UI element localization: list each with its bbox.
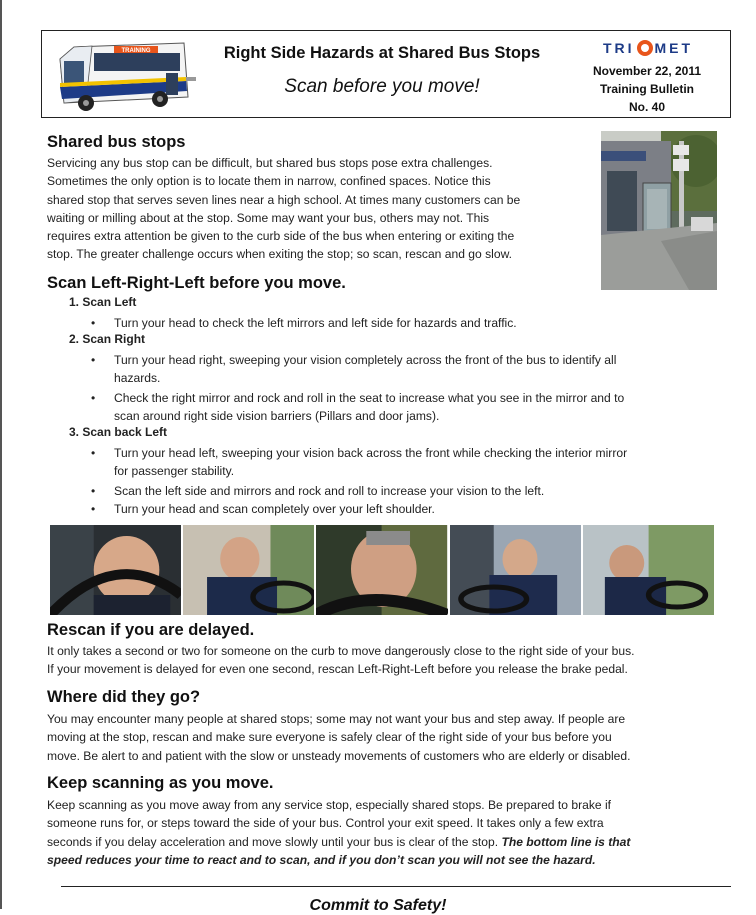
rescan-paragraph — [47, 642, 737, 679]
text-line: stop. The greater challenge occurs when exiting the stop; so scan, rescan and go slow. — [47, 247, 512, 262]
photo-frame-left-scan — [50, 525, 181, 615]
text-line: move. Be alert to and patient with the slow or unsteady movements of customers who are elderly or disabled. — [47, 748, 631, 763]
where-paragraph — [47, 710, 737, 765]
text-line: Sometimes the only option is to locate them in narrow, confined spaces. Notice this — [47, 174, 491, 189]
shared-stop-photo — [601, 131, 717, 290]
bus-illustration — [56, 37, 206, 113]
text-line: shared stop that serves seven lines near a high school. At times many customers can be — [47, 192, 521, 207]
bulletin-number: No. 40 — [628, 100, 665, 114]
text-line: someone runs for, or steps toward the side of your bus. Control your exit speed. It takes only a few extra — [47, 816, 604, 831]
list-item — [114, 389, 714, 426]
text-line: Keep scanning as you move away from any service stop, especially shared stops. Be prepared to brake if — [47, 798, 612, 812]
bullet-line: • Turn your head left, sweeping your vision back across the front while checking the interior mirror — [114, 446, 628, 460]
trimet-mark-icon — [637, 40, 653, 56]
bullet-line: • Check the right mirror and rock and roll in the seat to increase what you see in the mirror and to — [114, 391, 625, 405]
photo-frame-back-left-scan — [450, 525, 581, 615]
commit-to-safety-slogan: Commit to Safety! — [309, 897, 447, 914]
text-line: If your movement is delayed for even one second, rescan Left-Right-Left before you release the brake pedal. — [47, 662, 628, 677]
bus-sign-text: TRAINING — [121, 48, 151, 54]
shared-stops-paragraph — [47, 154, 597, 264]
text-line: It only takes a second or two for someone on the curb to move dangerously close to the right side of your bus. — [47, 644, 635, 658]
footer-rule — [61, 886, 731, 887]
list-item — [114, 444, 714, 481]
text-line — [47, 851, 737, 869]
step-scan-left: 1. Scan Left — [69, 295, 137, 309]
bulletin-subtitle: Scan before you move! — [284, 76, 480, 97]
section-heading-keep-scanning: Keep scanning as you move. — [47, 774, 274, 792]
driver-scan-photo-strip — [50, 525, 714, 615]
trimet-logo — [598, 37, 698, 59]
keep-scanning-paragraph — [47, 796, 737, 869]
bulletin-title: Right Side Hazards at Shared Bus Stops — [223, 44, 541, 62]
bullet-line: • Turn your head to check the left mirrors and left side for hazards and traffic. — [114, 316, 517, 330]
bullet-line: • Scan the left side and mirrors and rock and roll to increase your vision to the left. — [114, 484, 545, 498]
text-line: Servicing any bus stop can be difficult, but shared bus stops pose extra challenges. — [47, 156, 493, 170]
logo-text-right: MET — [654, 40, 694, 56]
text-line: You may encounter many people at shared stops; some may not want your bus and step away. If people are — [47, 712, 626, 726]
text-line — [47, 833, 737, 851]
photo-frame-closeup — [316, 525, 447, 615]
bottom-line-emphasis-cont: speed reduces your time to react and to scan, and if you don’t scan you will not see the hazard. — [47, 852, 596, 867]
bullet-line: • Turn your head and scan completely over your left shoulder. — [114, 502, 435, 516]
section-heading-where: Where did they go? — [47, 688, 201, 706]
photo-frame-right-scan — [183, 525, 314, 615]
list-item — [114, 500, 714, 518]
bulletin-header — [41, 30, 731, 118]
photo-frame-shoulder-check — [583, 525, 714, 615]
logo-text-left: TRI — [602, 40, 635, 56]
list-item — [114, 482, 714, 500]
section-heading-shared-stops: Shared bus stops — [47, 133, 186, 151]
text-line-plain: seconds if you delay acceleration and move slowly until your bus is clear of the stop. — [47, 834, 502, 849]
bottom-line-emphasis: The bottom line is that — [501, 834, 631, 849]
text-line: waiting or milling about at the stop. Some may want your bus, others may not. This — [47, 210, 490, 225]
bullet-line: hazards. — [114, 371, 161, 386]
section-heading-rescan: Rescan if you are delayed. — [47, 621, 255, 639]
bullet-line: • Turn your head right, sweeping your vision completely across the front of the bus to identify all — [114, 353, 617, 367]
text-line: requires extra attention be given to the curb side of the bus when entering or exiting the — [47, 229, 515, 244]
bullet-line: scan around right side vision barriers (Pillars and door jams). — [114, 409, 440, 424]
page-edge-rule — [0, 0, 2, 909]
step-scan-right: 2. Scan Right — [69, 332, 146, 346]
step-scan-back-left: 3. Scan back Left — [69, 425, 168, 439]
section-heading-scan: Scan Left-Right-Left before you move. — [47, 274, 346, 292]
list-item — [114, 314, 714, 332]
bulletin-type: Training Bulletin — [599, 82, 694, 96]
bulletin-date: November 22, 2011 — [592, 64, 702, 78]
text-line: moving at the stop, rescan and make sure everyone is safely clear of the right side of your bus before you — [47, 730, 612, 745]
list-item — [114, 351, 714, 388]
bullet-line: for passenger stability. — [114, 464, 235, 479]
